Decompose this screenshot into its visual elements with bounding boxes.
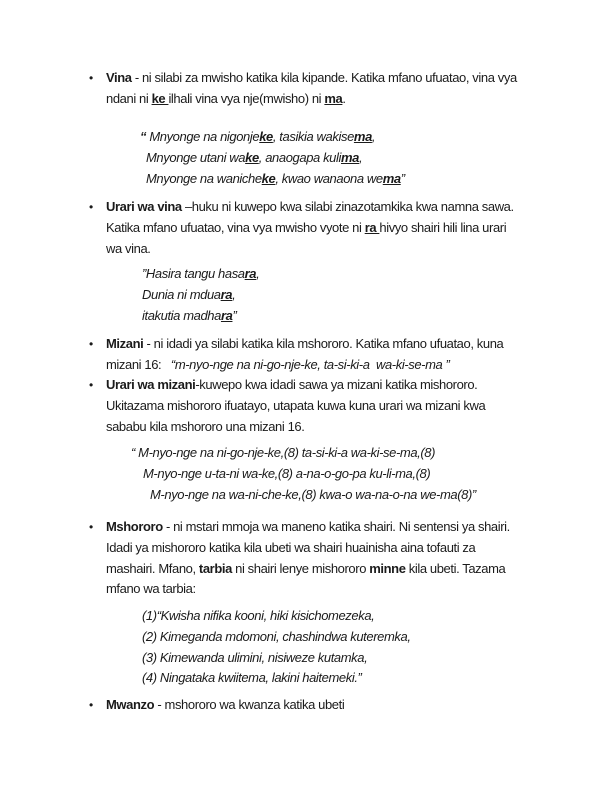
- text-segment: ma: [353, 129, 372, 144]
- text-segment: Mnyonge na waniche: [146, 170, 262, 186]
- text-line: [106, 375, 485, 396]
- verse-line: [142, 648, 411, 669]
- bullet-item-mshororo: [88, 517, 510, 600]
- bullet-item-urari-wa-vina: [88, 197, 514, 259]
- text-segment: tarbia: [198, 560, 232, 576]
- text-segment: Mnyonge na nigonje: [149, 129, 260, 144]
- text-line: [106, 239, 514, 260]
- text-segment: mizani 16:: [106, 356, 171, 372]
- text-line: [106, 579, 510, 600]
- text-line: [106, 559, 510, 580]
- text-segment: (2) Kimeganda mdomoni, chashindwa kuteremka,: [142, 628, 411, 644]
- text-segment: hivyo shairi hili lina urari: [379, 219, 507, 235]
- bullet-item-vina: [88, 68, 517, 110]
- text-segment: , anaogapa kuli: [258, 149, 341, 165]
- verse-quote-vina: [140, 127, 405, 189]
- bullet-icon: •: [89, 337, 93, 351]
- verse-line: [142, 668, 411, 689]
- text-line: [106, 695, 344, 716]
- text-segment: .: [342, 90, 346, 106]
- verse-line: [131, 464, 476, 485]
- text-segment: -kuwepo kwa idadi sawa ya mizani katika mishororo.: [195, 377, 478, 392]
- text-line: [106, 89, 517, 110]
- text-segment: ,: [371, 129, 376, 144]
- text-segment: M-nyo-nge na wa-ni-che-ke,(8) kwa-o wa-na-o-na we-ma(8)”: [150, 486, 476, 502]
- bullet-icon: •: [89, 200, 93, 214]
- text-segment: mfano wa tarbia:: [106, 581, 196, 597]
- text-segment: , tasikia wakise: [272, 129, 354, 144]
- text-segment: ,: [358, 149, 363, 165]
- text-line: [106, 68, 517, 89]
- text-segment: “ M-nyo-nge na ni-go-nje-ke,(8) ta-si-ki-a wa-ki-se-ma,(8): [131, 445, 436, 460]
- text-line: [106, 517, 510, 538]
- verse-line: [140, 127, 405, 148]
- text-segment: (1)“Kwisha nifika kooni, hiki kisichomezeka,: [142, 608, 375, 623]
- text-line: [106, 355, 503, 376]
- verse-quote-urari-wa-vina: [142, 264, 259, 326]
- text-segment: ke: [259, 129, 273, 144]
- verse-line: [142, 264, 259, 285]
- text-segment: ra: [364, 219, 380, 235]
- text-segment: Mshororo: [106, 519, 163, 534]
- bullet-icon: •: [89, 698, 93, 712]
- text-segment: Katika mfano ufuatao, vina vya mwisho vyote ni: [106, 219, 365, 235]
- text-segment: ilhali vina vya nje(mwisho) ni: [168, 90, 325, 106]
- text-segment: ma: [324, 90, 343, 106]
- bullet-item-urari-wa-mizani: [88, 375, 485, 437]
- verse-line: [140, 169, 405, 190]
- bullet-icon: •: [89, 520, 93, 534]
- text-segment: ke: [261, 170, 276, 186]
- text-segment: - ni idadi ya silabi katika kila mshororo. Katika mfano ufuatao, kuna: [143, 336, 504, 351]
- text-segment: Urari wa mizani: [106, 377, 196, 392]
- verse-line: [131, 485, 476, 506]
- bullet-icon: •: [89, 378, 93, 392]
- text-segment: mashairi. Mfano,: [106, 560, 199, 576]
- text-line: [106, 218, 514, 239]
- bullet-icon: •: [89, 71, 93, 85]
- text-segment: ma: [382, 170, 401, 186]
- text-line: [106, 538, 510, 559]
- text-segment: (3) Kimewanda ulimini, nisiweze kutamka,: [142, 649, 368, 665]
- verse-line: [142, 285, 259, 306]
- text-segment: sababu kila mshororo una mizani 16.: [106, 418, 305, 434]
- text-segment: M-nyo-nge u-ta-ni wa-ke,(8) a-na-o-go-pa ku-li-ma,(8): [143, 465, 431, 481]
- text-segment: minne: [369, 560, 406, 576]
- text-segment: ni shairi lenye mishororo: [231, 560, 370, 576]
- text-segment: Ukitazama mishororo ifuatayo, utapata kuwa kuna urari wa mizani kwa: [106, 397, 486, 413]
- text-segment: –huku ni kuwepo kwa silabi zinazotamkika kwa namna sawa.: [181, 199, 514, 214]
- text-segment: “m-nyo-nge na ni-go-nje-ke, ta-si-ki-a wa-ki-se-ma ”: [170, 356, 450, 372]
- text-segment: wa vina.: [106, 240, 151, 256]
- verse-line: [142, 306, 259, 327]
- text-segment: Idadi ya mishororo katika kila ubeti wa shairi huainisha aina tofauti za: [106, 539, 476, 555]
- text-segment: , kwao wanaona we: [275, 170, 383, 186]
- text-segment: - mshororo wa kwanza katika ubeti: [154, 697, 345, 712]
- text-segment: ,: [256, 266, 260, 281]
- text-segment: kila ubeti. Tazama: [405, 560, 506, 576]
- text-segment: ”: [400, 170, 405, 186]
- bullet-item-mizani: [88, 334, 503, 376]
- text-line: [106, 417, 485, 438]
- text-segment: - ni mstari mmoja wa maneno katika shairi. Ni sentensi ya shairi.: [162, 519, 510, 534]
- verse-line: [142, 606, 411, 627]
- text-segment: ”: [232, 307, 237, 323]
- text-segment: Urari wa vina: [106, 199, 182, 214]
- verse-line: [142, 627, 411, 648]
- text-segment: Mnyonge utani wa: [146, 149, 246, 165]
- text-segment: Vina: [106, 70, 132, 85]
- text-segment: Mwanzo: [106, 697, 155, 712]
- text-segment: ma: [340, 149, 359, 165]
- text-segment: (4) Ningataka kwiitema, lakini haitemeki.”: [142, 670, 362, 686]
- text-line: [106, 396, 485, 417]
- verse-quote-mizani: [131, 443, 476, 505]
- text-segment: ,: [232, 286, 236, 302]
- bullet-item-mwanzo: [88, 695, 344, 716]
- text-segment: itakutia madha: [142, 307, 221, 323]
- verse-quote-tarbia: [142, 606, 411, 689]
- text-segment: ke: [245, 149, 259, 165]
- text-segment: ra: [220, 286, 233, 302]
- text-line: [106, 197, 514, 218]
- text-segment: Dunia ni mdua: [142, 286, 221, 302]
- text-segment: “: [140, 129, 150, 144]
- text-line: [106, 334, 503, 355]
- verse-line: [131, 443, 476, 464]
- text-segment: ndani ni: [106, 90, 152, 106]
- text-segment: ra: [220, 307, 233, 323]
- text-segment: - ni silabi za mwisho katika kila kipande. Katika mfano ufuatao, vina vya: [131, 70, 517, 85]
- text-segment: ra: [244, 266, 257, 281]
- text-segment: ”Hasira tangu hasa: [142, 266, 245, 281]
- text-segment: ke: [151, 90, 169, 106]
- verse-line: [140, 148, 405, 169]
- text-segment: Mizani: [106, 336, 144, 351]
